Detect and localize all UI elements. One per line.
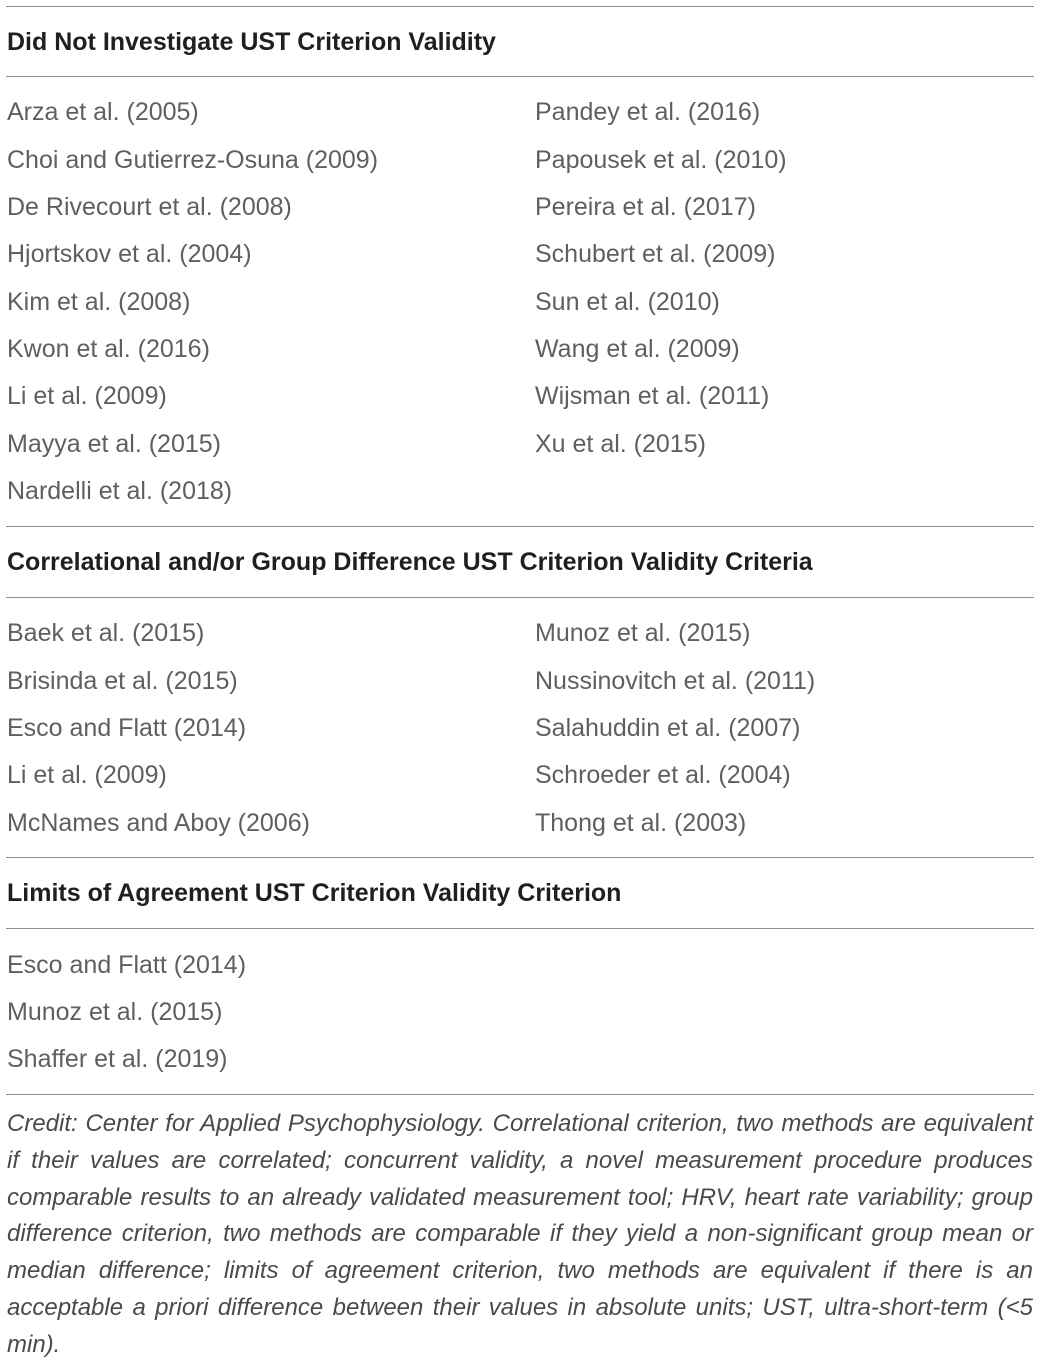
reference-entry: Wang et al. (2009) <box>535 335 740 363</box>
table-footnote: Credit: Center for Applied Psychophysiology. Correlational criterion, two methods are equivalent if their values are correlated; concurrent validity, a novel measurement procedure produces comparable results to an already validated measurement tool; HRV, heart rate variability; group difference criterion, two methods are comparable if they yield a non-significant group mean or median difference; limits of agreement criterion, two methods are equivalent if there is an acceptable a priori difference between their values in absolute units; UST, ultra-short-term (<5 min). <box>7 1110 1033 1358</box>
section-header-rule <box>6 76 1034 77</box>
reference-entry: Nardelli et al. (2018) <box>7 477 233 505</box>
reference-entry: Kwon et al. (2016) <box>7 335 210 363</box>
reference-entry: Papousek et al. (2010) <box>535 146 787 174</box>
reference-entry: Arza et al. (2005) <box>7 98 199 126</box>
reference-entry: Esco and Flatt (2014) <box>7 951 247 979</box>
reference-entry: Wijsman et al. (2011) <box>535 382 770 410</box>
reference-entry: Schubert et al. (2009) <box>535 240 776 268</box>
reference-entry: Esco and Flatt (2014) <box>7 714 247 742</box>
reference-entry: Pandey et al. (2016) <box>535 98 761 126</box>
section-header-rule <box>6 597 1034 598</box>
reference-entry: Schroeder et al. (2004) <box>535 761 791 789</box>
reference-entry: Pereira et al. (2017) <box>535 193 756 221</box>
reference-entry: Li et al. (2009) <box>7 761 167 789</box>
reference-entry: Brisinda et al. (2015) <box>7 667 238 695</box>
reference-entry: Xu et al. (2015) <box>535 430 706 458</box>
reference-entry: Nussinovitch et al. (2011) <box>535 667 816 695</box>
section-title-limits-of-agreement: Limits of Agreement UST Criterion Validity Criterion <box>7 879 622 907</box>
reference-entry: Munoz et al. (2015) <box>7 998 223 1026</box>
top-rule <box>6 6 1034 7</box>
reference-entry: Munoz et al. (2015) <box>535 619 751 647</box>
section-title-correlational: Correlational and/or Group Difference UST Criterion Validity Criteria <box>7 548 813 576</box>
section-title-no-validity: Did Not Investigate UST Criterion Validity <box>7 28 496 56</box>
reference-entry: Salahuddin et al. (2007) <box>535 714 801 742</box>
section-divider-rule <box>6 526 1034 527</box>
reference-entry: Kim et al. (2008) <box>7 288 191 316</box>
reference-entry: Shaffer et al. (2019) <box>7 1045 228 1073</box>
reference-entry: Mayya et al. (2015) <box>7 430 221 458</box>
section-header-rule <box>6 928 1034 929</box>
reference-entry: Sun et al. (2010) <box>535 288 720 316</box>
footnote-rule <box>6 1094 1034 1095</box>
reference-entry: Baek et al. (2015) <box>7 619 205 647</box>
reference-entry: Li et al. (2009) <box>7 382 167 410</box>
reference-entry: Hjortskov et al. (2004) <box>7 240 252 268</box>
reference-entry: Thong et al. (2003) <box>535 809 747 837</box>
reference-entry: McNames and Aboy (2006) <box>7 809 310 837</box>
reference-entry: Choi and Gutierrez-Osuna (2009) <box>7 146 379 174</box>
reference-entry: De Rivecourt et al. (2008) <box>7 193 292 221</box>
section-divider-rule <box>6 857 1034 858</box>
